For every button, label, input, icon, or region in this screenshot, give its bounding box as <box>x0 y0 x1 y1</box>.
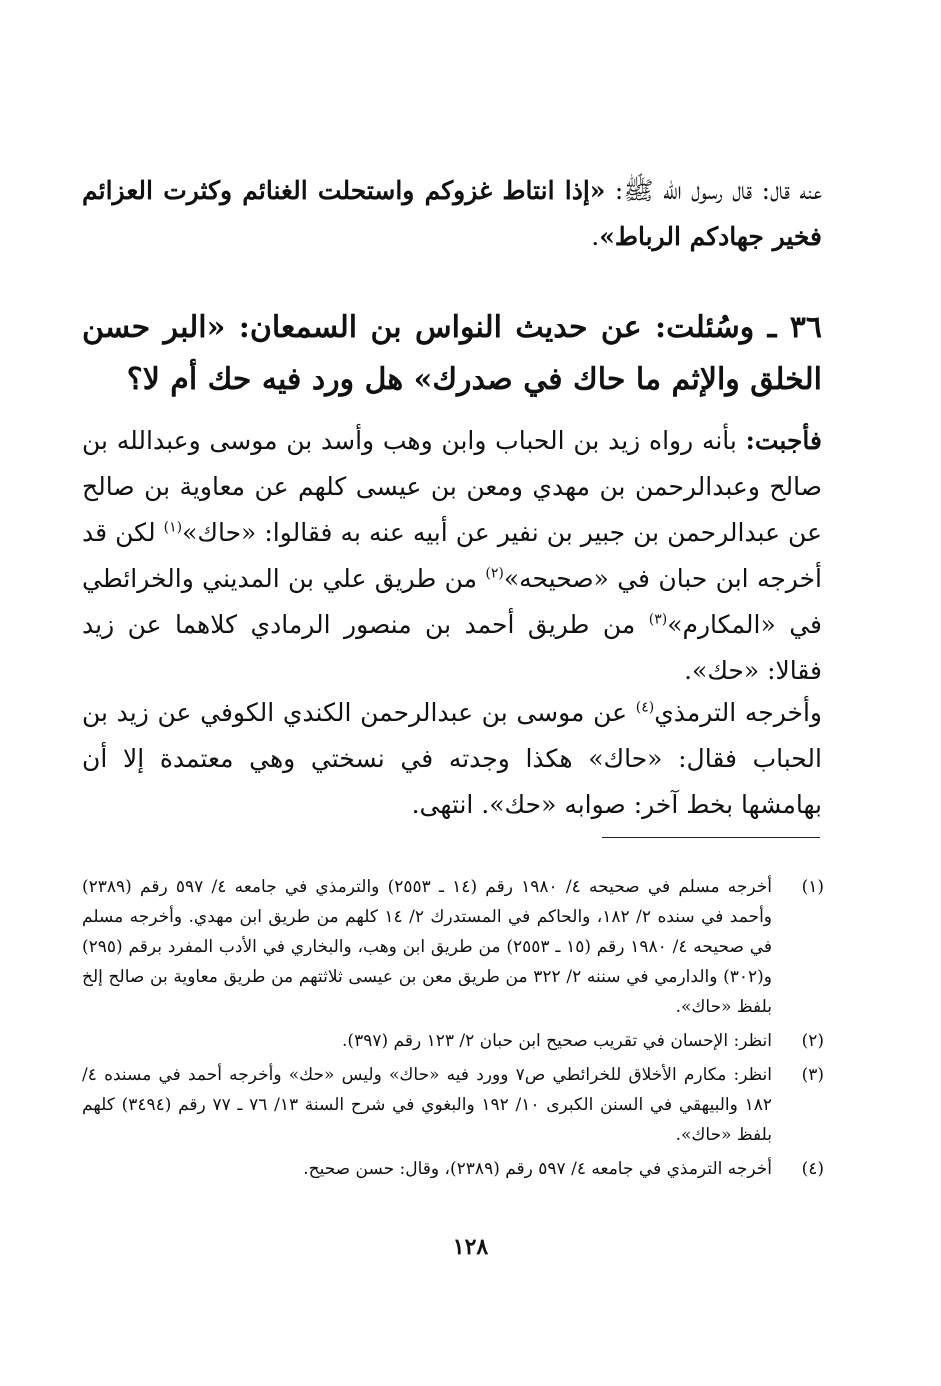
answer2-text-2: عن موسى بن عبدالرحمن الكندي الكوفي عن زيد بن الحباب فقال: «حاك» هكذا وجدته في نسختي وهي معتمدة إلا أن بهامشها بخط آخر: صوابه «حك». انتهى. <box>82 698 822 819</box>
footnote-3 <box>82 1060 824 1150</box>
page-number: ١٢٨ <box>452 1234 489 1260</box>
intro-paragraph <box>82 168 822 260</box>
answer-paragraph <box>82 418 822 694</box>
intro-text: عنه قال: قال رسول الله ﷺ: <box>605 176 823 205</box>
footnote-number: (٣) <box>801 1065 824 1085</box>
footnote-text: أخرجه مسلم في صحيحه ٤/ ١٩٨٠ رقم (١٤ ـ ٢٥٥٣) والترمذي في جامعه ٤/ ٥٩٧ رقم (٢٣٨٩) وأحمد في سنده ٢/ ١٨٢، والحاكم في المستدرك ٢/ ١٤ كلهم من طريق ابن مهدي. وأخرجه مسلم في صحيحه ٤/ ١٩٨٠ رقم (١٥ ـ ٢٥٥٣) من طريق ابن وهب، والبخاري في الأدب المفرد برقم (٢٩٥) و(٣٠٢) والدارمي في سننه ٢/ ٣٢٢ من طريق معن بن عيسى ثلاثتهم من طريق معاوية بن صالح إلخ بلفظ «حاك». <box>82 877 773 1017</box>
hadith-quote: «إذا انتاط غزوكم واستحلت الغنائم وكثرت العزائم فخير جهادكم الرباط» <box>82 176 822 251</box>
answer2-text-1: وأخرجه الترمذي <box>654 698 822 727</box>
question-text: عن حديث النواس بن السمعان: «البر حسن الخلق والإثم ما حاك في صدرك» هل ورد فيه حك أم لا؟ <box>82 310 822 397</box>
intro-end: . <box>591 222 600 251</box>
answer-text-1: بأنه رواه زيد بن الحباب وابن وهب وأسد بن موسى وعبدالله بن صالح وعبدالرحمن بن مهدي ومعن بن عيسى كلهم عن معاوية بن صالح عن عبدالرحمن بن جبير بن نفير عن أبيه عنه به فقالوا: «حاك» <box>82 426 822 547</box>
footnote-divider <box>602 837 820 838</box>
footnote-text: انظر: الإحسان في تقريب صحيح ابن حبان ٢/ ١٢٣ رقم (٣٩٧). <box>342 1031 772 1051</box>
footnote-ref-1[interactable]: (١) <box>163 519 183 536</box>
footnote-number: (٢) <box>801 1031 824 1051</box>
footnote-ref-2[interactable]: (٢) <box>485 565 504 582</box>
footnote-1 <box>82 872 824 1022</box>
footnote-number: (٤) <box>801 1159 824 1179</box>
footnote-4 <box>82 1154 824 1184</box>
footnote-ref-3[interactable]: (٣) <box>648 611 668 628</box>
footnote-ref-4[interactable]: (٤) <box>635 699 655 716</box>
answer-paragraph-2 <box>82 690 822 828</box>
question-number: ٣٦ ـ <box>767 310 823 345</box>
footnote-text: أخرجه الترمذي في جامعه ٤/ ٥٩٧ رقم (٢٣٨٩)، وقال: حسن صحيح. <box>303 1159 772 1179</box>
footnote-2 <box>82 1026 824 1056</box>
answer-text-3: من طريق علي بن المديني والخرائطي في «المكارم» <box>82 564 822 639</box>
answer-text-4: من طريق أحمد بن منصور الرمادي كلاهما عن زيد فقالا: «حك». <box>82 610 822 685</box>
footnote-text: انظر: مكارم الأخلاق للخرائطي ص٧ وورد فيه «حاك» وليس «حك» وأخرجه أحمد في مسنده ٤/ ١٨٢ والبيهقي في السنن الكبرى ١٠/ ١٩٢ والبغوي في شرح السنة ١٣/ ٧٦ ـ ٧٧ رقم (٣٤٩٤) كلهم بلفظ «حاك». <box>82 1065 772 1145</box>
answer-text-2: لكن قد أخرجه ابن حبان في «صحيحه» <box>82 518 823 593</box>
footnote-number: (١) <box>801 877 824 897</box>
question-label: وسُئلت: <box>655 310 755 345</box>
answer-label: فأجبت: <box>745 426 822 455</box>
question-heading <box>82 302 822 406</box>
footnotes <box>82 872 824 1188</box>
